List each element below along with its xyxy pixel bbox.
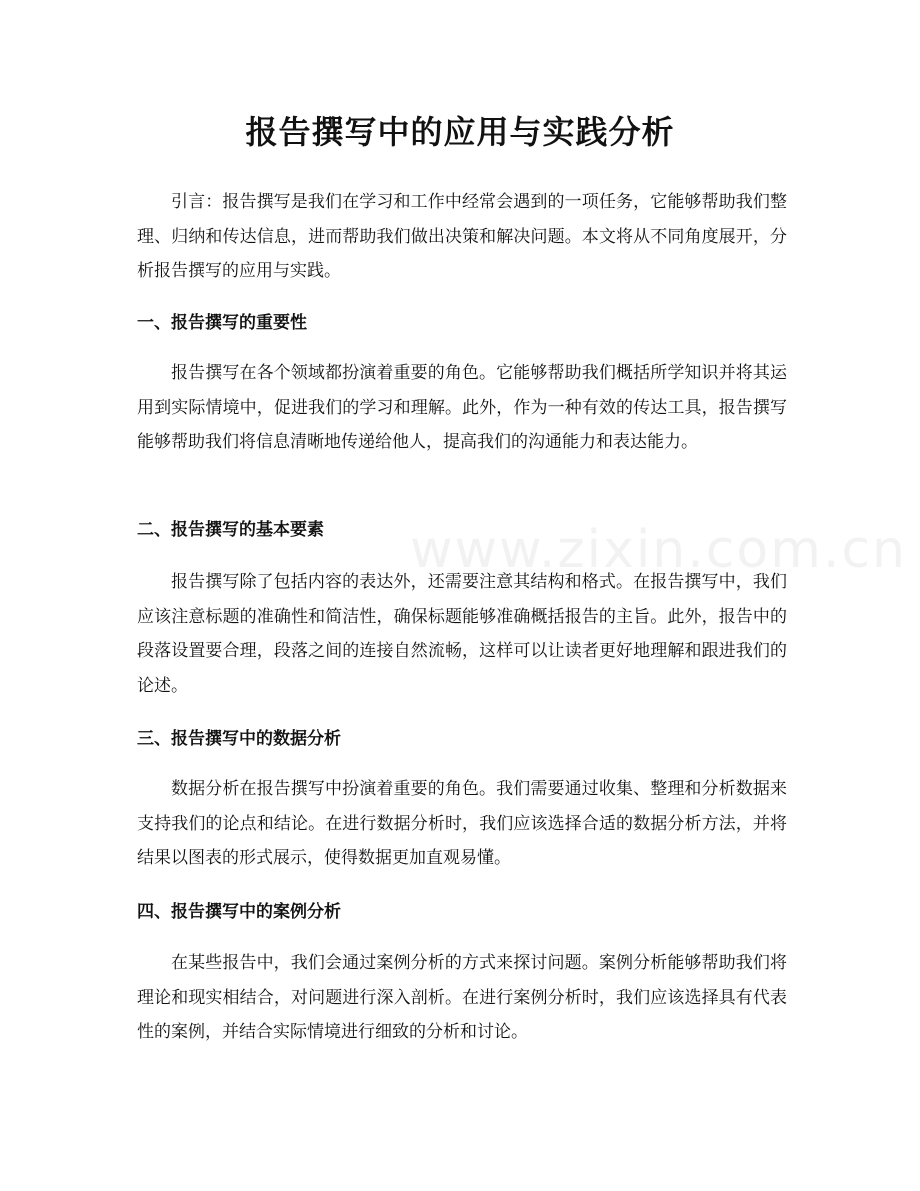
section-2-body: 报告撰写除了包括内容的表达外，还需要注意其结构和格式。在报告撰写中，我们应该注意标题的准确性和简洁性，确保标题能够准确概括报告的主旨。此外，报告中的段落设置要合理，段落之间的连接自然流畅，这样可以让读者更好地理解和跟进我们的论述。 (137, 572, 787, 696)
document-title: 报告撰写中的应用与实践分析 (245, 113, 675, 151)
section-1-heading: 一、报告撰写的重要性 (137, 313, 307, 333)
section-1-body: 报告撰写在各个领域都扮演着重要的角色。它能够帮助我们概括所学知识并将其运用到实际情境中，促进我们的学习和理解。此外，作为一种有效的传达工具，报告撰写能够帮助我们将信息清晰地传递给他人，提高我们的沟通能力和表达能力。 (137, 363, 787, 452)
section-3-body: 数据分析在报告撰写中扮演着重要的角色。我们需要通过收集、整理和分析数据来支持我们的论点和结论。在进行数据分析时，我们应该选择合适的数据分析方法，并将结果以图表的形式展示，使得数据更加直观易懂。 (137, 779, 787, 868)
intro-paragraph: 引言：报告撰写是我们在学习和工作中经常会遇到的一项任务，它能够帮助我们整理、归纳和传达信息，进而帮助我们做出决策和解决问题。本文将从不同角度展开，分析报告撰写的应用与实践。 (137, 192, 787, 281)
section-4-heading: 四、报告撰写中的案例分析 (137, 902, 341, 922)
watermark: www.zixin.com.cn (410, 520, 907, 580)
section-3-heading: 三、报告撰写中的数据分析 (137, 729, 341, 749)
section-2-heading: 二、报告撰写的基本要素 (137, 520, 324, 540)
section-4-body: 在某些报告中，我们会通过案例分析的方式来探讨问题。案例分析能够帮助我们将理论和现实相结合，对问题进行深入剖析。在进行案例分析时，我们应该选择具有代表性的案例，并结合实际情境进行细致的分析和讨论。 (137, 953, 787, 1042)
